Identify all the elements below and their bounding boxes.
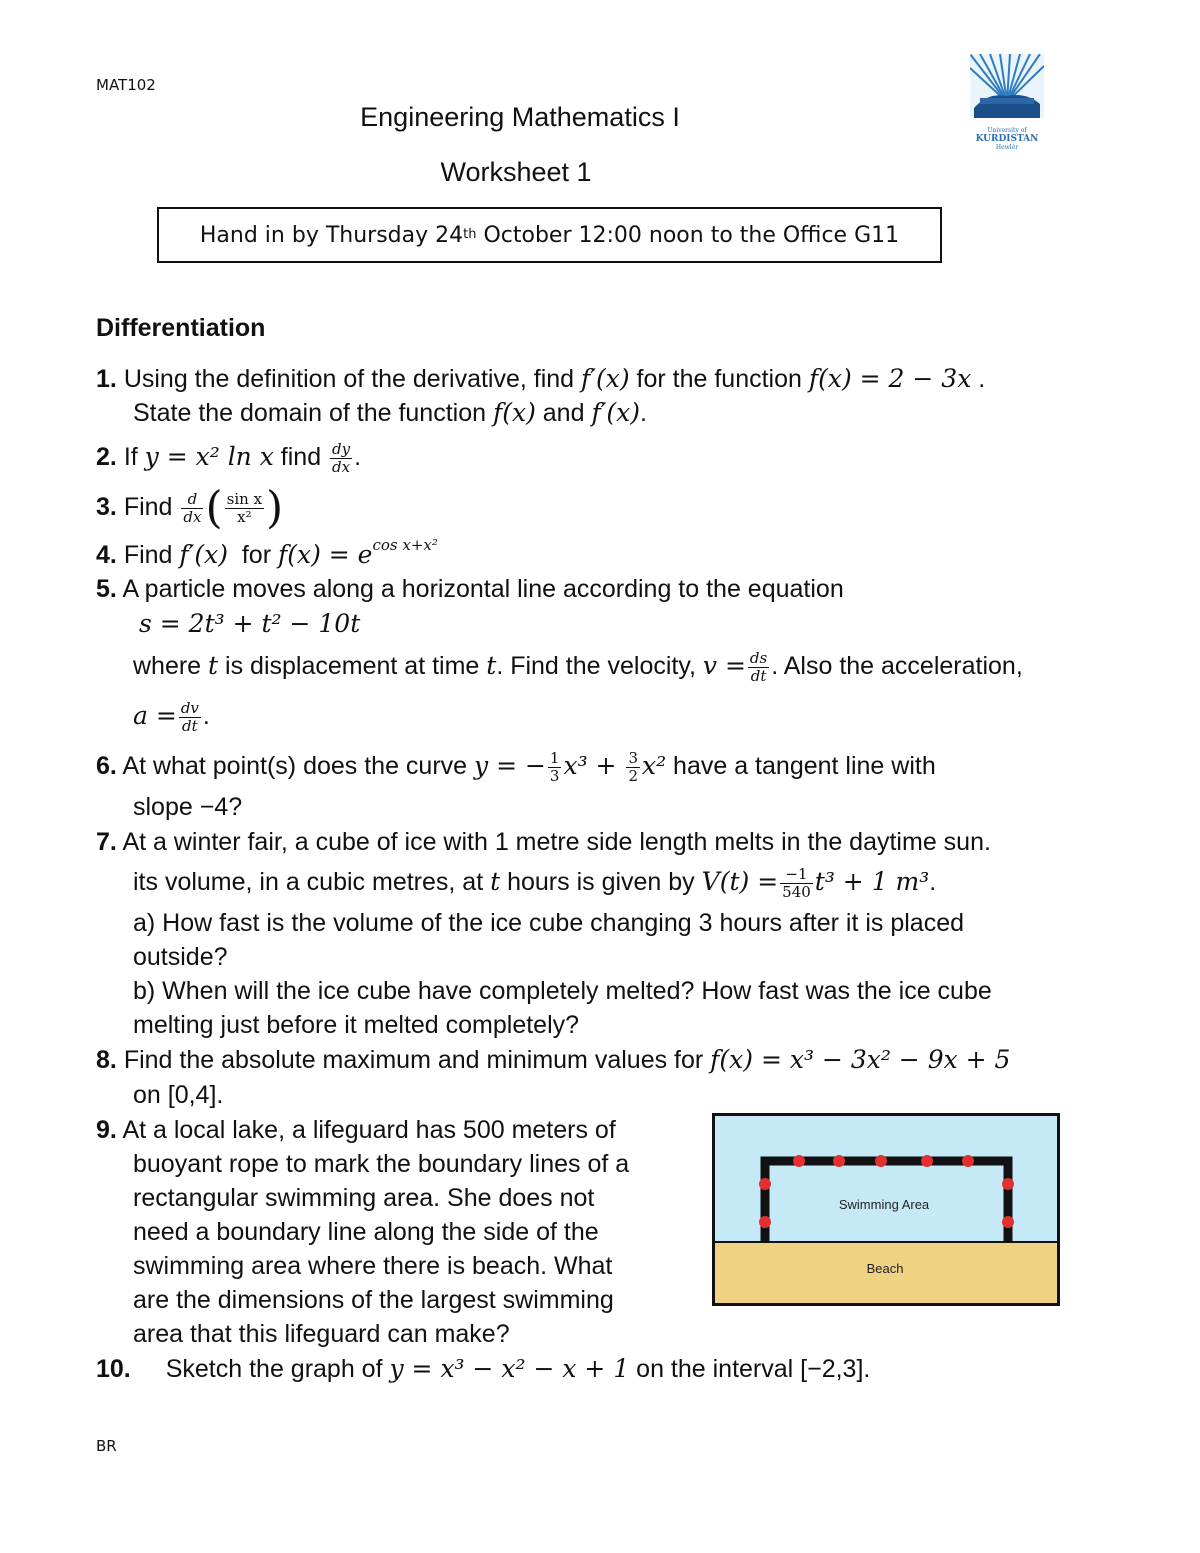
q1-text-c: . (971, 365, 986, 393)
q6-text-a: At what point(s) does the curve (122, 752, 474, 781)
q1-fx: f(x) (492, 398, 536, 427)
q4-expression: f(x) = e (277, 540, 373, 569)
q1-fprime2: f′(x) (591, 398, 640, 427)
question-5-line4 (133, 700, 210, 735)
q6-f2-den: 2 (628, 767, 638, 785)
q7-line1: At a winter fair, a cube of ice with 1 metre side length melts in the daytime sun. (122, 828, 991, 856)
q5-number: 5. (96, 575, 117, 603)
q1-function: f(x) = 2 − 3x (808, 364, 972, 393)
q3-derivative-op (181, 491, 203, 526)
buoy (875, 1155, 887, 1167)
page-subtitle: Worksheet 1 (440, 157, 592, 187)
q10-expression: y = x³ − x² − x + 1 (389, 1354, 630, 1383)
q7-text-a: its volume, in a cubic metres, at (133, 868, 491, 897)
page-title: Engineering Mathematics I (360, 102, 680, 132)
q9-number: 9. (96, 1116, 117, 1144)
q1-fprime: f′(x) (581, 364, 630, 393)
q5-v-num: ds (749, 649, 768, 667)
question-5 (96, 574, 844, 604)
beach-label: Beach (866, 1261, 904, 1276)
svg-text:Hewlêr: Hewlêr (995, 144, 1019, 151)
q4-text-b: for (227, 541, 278, 569)
q6-text-b: have a tangent line with (666, 752, 936, 781)
q5-v-eq: v = (702, 651, 746, 681)
q5-line1: A particle moves along a horizontal line according to the equation (122, 575, 844, 603)
q4-fprime: f′(x) (179, 540, 228, 569)
q6-frac1 (548, 750, 562, 785)
q1-text-e: and (535, 399, 592, 427)
q8-number: 8. (96, 1046, 117, 1074)
deadline-suffix: October 12:00 noon to the Office G11 (476, 222, 900, 248)
q6-y-eq: y = − (474, 751, 546, 781)
q10-text-b: on the interval (629, 1355, 801, 1383)
q7-number: 7. (96, 828, 117, 856)
q7-f-num: −1 (785, 865, 808, 883)
university-logo (968, 52, 1046, 152)
q3-d-den: dx (183, 508, 202, 526)
q2-text-c: . (354, 443, 362, 472)
q2-fraction (330, 441, 352, 476)
q3-d-num: d (187, 490, 198, 508)
q7-v-eq: V(t) = (701, 867, 779, 897)
q6-f1-num: 1 (549, 749, 560, 767)
q7-part-a-line2: outside? (133, 943, 228, 971)
question-4 (96, 535, 438, 570)
buoy (759, 1178, 771, 1190)
q5-a-num: dv (180, 699, 199, 717)
q5-t: t (208, 651, 219, 681)
question-3 (96, 482, 284, 534)
sunburst-icon (968, 52, 1046, 152)
buoy (962, 1155, 974, 1167)
question-7 (96, 827, 991, 857)
q5-text-d: . Also the acceleration, (771, 652, 1023, 681)
buoy (759, 1216, 771, 1228)
q5-v-frac (748, 650, 769, 685)
svg-text:University of: University of (987, 127, 1027, 134)
buoy (921, 1155, 933, 1167)
q9-line: are the dimensions of the largest swimming (133, 1286, 614, 1314)
q6-frac2 (626, 750, 640, 785)
q3-number: 3. (96, 493, 117, 522)
question-1-line2 (133, 398, 647, 428)
question-7-line2 (133, 866, 936, 901)
q1-text-a: Using the definition of the derivative, find (123, 365, 582, 393)
q5-text-e: . (202, 702, 210, 731)
q6-line2: slope −4? (133, 793, 243, 821)
q7-part-b-line2: melting just before it melted completely? (133, 1011, 580, 1039)
q2-text-b: find (273, 443, 329, 472)
q10-number: 10. (96, 1355, 131, 1383)
q8-text-a: Find the absolute maximum and minimum values for (123, 1046, 711, 1074)
q9-line: swimming area where there is beach. What (133, 1252, 613, 1280)
q2-text-a: If (123, 443, 145, 472)
q10-text-a: Sketch the graph of (165, 1355, 390, 1383)
q9-line: At a local lake, a lifeguard has 500 meters of (122, 1116, 616, 1144)
q4-exponent: cos x+x² (372, 535, 438, 554)
q10-interval: [−2,3] (800, 1355, 864, 1383)
q9-line: need a boundary line along the side of the (133, 1218, 599, 1246)
swimming-area-label: Swimming Area (838, 1197, 930, 1212)
q9-line: area that this lifeguard can make? (133, 1320, 510, 1348)
buoy (833, 1155, 845, 1167)
buoy (1002, 1178, 1014, 1190)
question-6 (96, 750, 936, 785)
svg-text:KURDISTAN: KURDISTAN (975, 134, 1039, 144)
q7-t: t (490, 867, 501, 897)
section-title: Differentiation (96, 314, 266, 342)
q8-expression: f(x) = x³ − 3x² − 9x + 5 (710, 1045, 1011, 1074)
q9-line: buoyant rope to mark the boundary lines of a (133, 1150, 630, 1178)
q5-a-frac (179, 700, 201, 735)
q5-text-b: is displacement at time (218, 652, 487, 681)
q1-text-d: State the domain of the function (133, 399, 493, 427)
q3-function-frac (225, 491, 264, 526)
q4-number: 4. (96, 541, 117, 569)
course-code: MAT102 (96, 76, 156, 94)
q3-f-num: sin x (226, 490, 263, 508)
q6-mid: x³ + (563, 751, 625, 781)
question-9 (96, 1115, 616, 1145)
q7-text-c: . (929, 868, 937, 897)
question-1 (96, 364, 985, 394)
q7-part-b-line1: b) When will the ice cube have completely melted? How fast was the ice cube (133, 977, 992, 1005)
q5-a-eq: a = (133, 701, 177, 731)
question-5-line3 (133, 650, 1023, 685)
buoy (1002, 1216, 1014, 1228)
q6-end: x² (641, 751, 667, 781)
question-8 (96, 1045, 1010, 1075)
q7-part-a-line1: a) How fast is the volume of the ice cube changing 3 hours after it is placed (133, 909, 965, 937)
q10-text-c: . (863, 1355, 871, 1383)
q2-frac-num: dy (332, 440, 351, 458)
question-2 (96, 441, 361, 476)
q7-frac (780, 866, 813, 901)
q4-text-a: Find (123, 541, 180, 569)
swimming-area-diagram (712, 1113, 1060, 1306)
q8-line2: on [0,4]. (133, 1081, 224, 1109)
deadline-prefix: Hand in by Thursday 24 (199, 222, 464, 248)
q1-text-f: . (639, 399, 647, 427)
q6-number: 6. (96, 752, 117, 781)
q7-text-b: hours is given by (500, 868, 702, 897)
q5-equation: s = 2t³ + t² − 10t (139, 609, 361, 638)
question-10 (96, 1354, 870, 1384)
footer-initials: BR (96, 1437, 117, 1455)
deadline-box: Hand in by Thursday 24 th October 12:00 noon to the Office G11 (157, 207, 942, 263)
q2-frac-den: dx (330, 458, 352, 476)
q1-number: 1. (96, 365, 117, 393)
q5-text-a: where (133, 652, 209, 681)
q7-tail: t³ + 1 m³ (814, 867, 930, 897)
q9-line: rectangular swimming area. She does not (133, 1184, 595, 1212)
q5-t2: t (486, 651, 497, 681)
q5-a-den: dt (179, 717, 201, 735)
q2-expression: y = x² ln x (144, 442, 274, 472)
q3-text-a: Find (123, 493, 180, 522)
q7-f-den: 540 (782, 883, 811, 901)
q1-text-b: for the function (629, 365, 809, 393)
buoy (793, 1155, 805, 1167)
q5-v-den: dt (748, 667, 769, 685)
left-paren: ( (205, 482, 223, 534)
q5-text-c: . Find the velocity, (496, 652, 703, 681)
q3-f-den: x² (225, 508, 264, 526)
q2-number: 2. (96, 443, 117, 472)
q6-f1-den: 3 (549, 767, 560, 785)
q6-f2-num: 3 (628, 749, 638, 767)
right-paren: ) (266, 482, 284, 534)
